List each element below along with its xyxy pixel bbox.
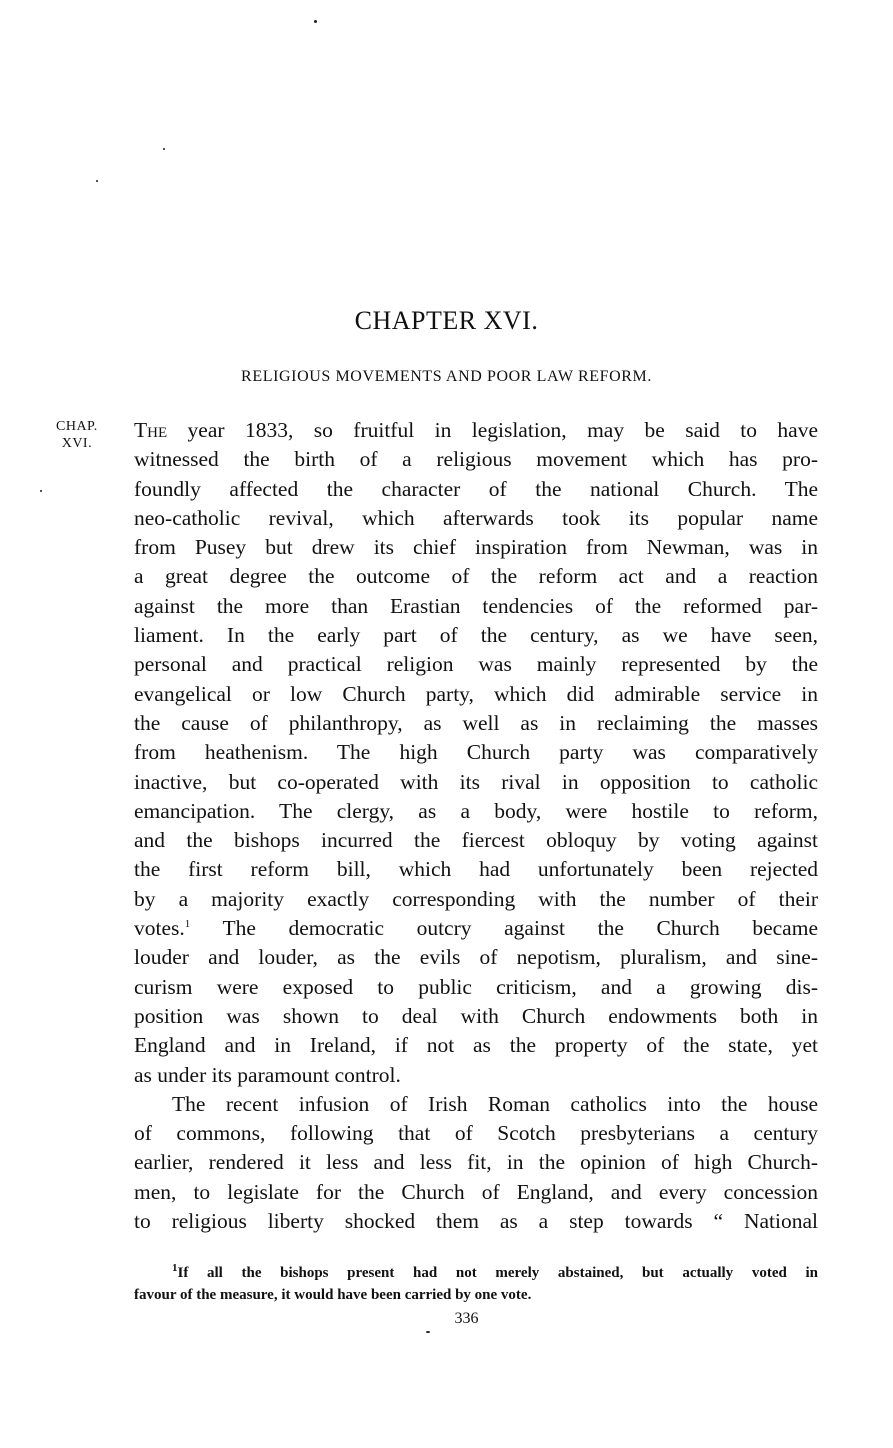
scan-speck xyxy=(426,1331,430,1333)
body-line: earlier, rendered it less and less fit, in the opinion of high Church- xyxy=(134,1150,818,1175)
body-line: and the bishops incurred the fiercest obloquy by voting against xyxy=(134,828,818,853)
footnote-line xyxy=(134,1262,818,1284)
body-line: men, to legislate for the Church of England, and every concession xyxy=(134,1179,818,1204)
scan-speck xyxy=(314,20,317,23)
body-line: a great degree the outcome of the reform act and a reaction xyxy=(134,564,818,589)
body-line xyxy=(134,914,818,943)
body-line-text: year 1833, so fruitful in legislation, may be said to have xyxy=(167,418,818,442)
scan-speck xyxy=(40,490,42,492)
body-line: curism were exposed to public criticism, and a growing dis- xyxy=(134,974,818,999)
body-line: The recent infusion of Irish Roman catholics into the house xyxy=(172,1091,818,1116)
body-line: evangelical or low Church party, which did admirable service in xyxy=(134,681,818,706)
body-line: witnessed the birth of a religious movement which has pro- xyxy=(134,447,818,472)
body-line: liament. In the early part of the century, as we have seen, xyxy=(134,623,818,648)
body-line: louder and louder, as the evils of nepotism, pluralism, and sine- xyxy=(134,945,818,970)
marginal-note-line: CHAP. xyxy=(56,419,98,434)
body-line: by a majority exactly corresponding with the number of their xyxy=(134,886,818,911)
body-line: England and in Ireland, if not as the property of the state, yet xyxy=(134,1033,818,1058)
body-text xyxy=(134,416,818,1236)
body-line: from Pusey but drew its chief inspiration from Newman, was in xyxy=(134,535,818,560)
footnote-marker: 1 xyxy=(172,1262,178,1274)
body-line: the first reform bill, which had unfortunately been rejected xyxy=(134,857,818,882)
body-line-text: The democratic outcry against the Church became xyxy=(190,916,818,941)
body-line: to religious liberty shocked them as a step towards “ National xyxy=(134,1209,818,1234)
body-line: of commons, following that of Scotch presbyterians a century xyxy=(134,1121,818,1146)
body-line: inactive, but co-operated with its rival in opposition to catholic xyxy=(134,769,818,794)
body-line: position was shown to deal with Church endowments both in xyxy=(134,1003,818,1028)
body-line: as under its paramount control. xyxy=(134,1062,401,1087)
footnote-line: favour of the measure, it would have been carried by one vote. xyxy=(134,1287,532,1303)
chapter-subtitle: RELIGIOUS MOVEMENTS AND POOR LAW REFORM. xyxy=(241,368,652,385)
body-line-text: votes. xyxy=(134,916,185,941)
page-number: 336 xyxy=(454,1310,479,1327)
marginal-note xyxy=(56,418,98,452)
body-line xyxy=(134,416,818,445)
chapter-title: CHAPTER XVI. xyxy=(354,306,539,335)
body-line: neo-catholic revival, which afterwards took its popular name xyxy=(134,505,818,530)
footnote-reference[interactable]: 1 xyxy=(184,917,191,930)
body-line: personal and practical religion was mainly represented by the xyxy=(134,652,818,677)
footnote xyxy=(134,1262,818,1306)
body-line: the cause of philanthropy, as well as in reclaiming the masses xyxy=(134,710,818,735)
body-line: against the more than Erastian tendencies of the reformed par- xyxy=(134,593,818,618)
scan-speck xyxy=(96,180,98,182)
body-line: emancipation. The clergy, as a body, were hostile to reform, xyxy=(134,798,818,823)
body-line: foundly affected the character of the national Church. The xyxy=(134,476,818,501)
opening-word: The xyxy=(134,418,168,442)
marginal-note-line: XVI. xyxy=(61,436,93,451)
footnote-text: If all the bishops present had not merely abstained, but actually voted in xyxy=(177,1265,818,1281)
scan-speck xyxy=(163,148,165,150)
body-line: from heathenism. The high Church party was comparatively xyxy=(134,740,818,765)
